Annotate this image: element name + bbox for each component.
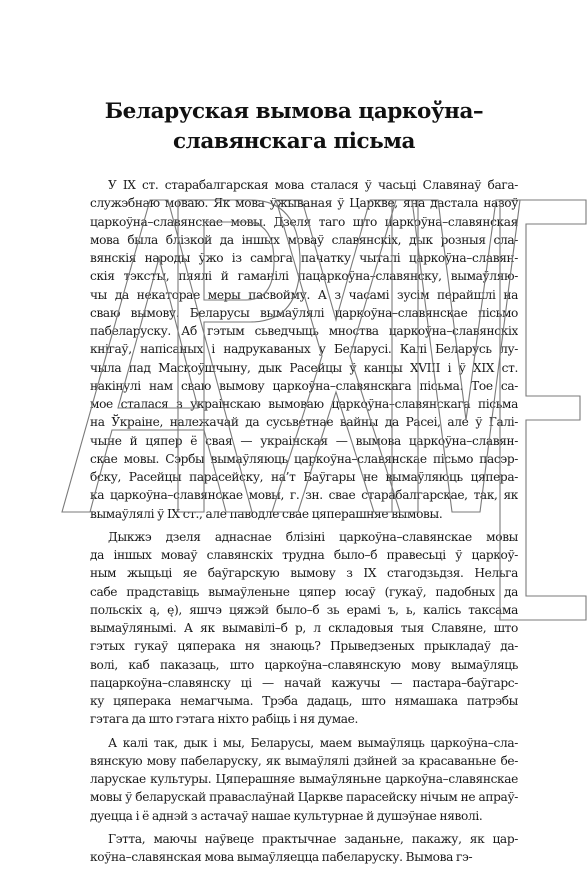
text-line: ным жыцьці яе баўгарскую вымову з IX стагодзьдзя. Нельга bbox=[90, 566, 518, 581]
text-line: да іншых моваў славянскіх трудна было–б правесьці ў царкоў- bbox=[90, 548, 518, 562]
text-line: мовы ў беларускай праваслаўнай Царкве парасейску нічым не апраў- bbox=[90, 790, 518, 805]
text-line: пабеларуску. Аб гэтым сьведчыць мноства царкоўна–славянскіх bbox=[90, 324, 518, 338]
text-line: вымаўлялі ў IX ст., але паводле свае цяперашняе вымовы. bbox=[90, 506, 443, 521]
text-line: сабе прадставіць вымаўленьне цяпер юсаў (гукаў, падобных да bbox=[90, 584, 518, 599]
text-line: коўна–славянская мова вымаўляецца пабеларуску. Вымова гэ- bbox=[90, 850, 473, 864]
text-line: вянскія народы ўжо із самога пачатку чыталі царкоўна–славян- bbox=[90, 251, 518, 265]
text-line: служэбнаю моваю. Як мова ўжываная ў Царкве, яна дастала назоў bbox=[90, 196, 518, 211]
text-line: вымаўлянымі. А як вымавілі–б р, л складовыя тыя Славяне, што bbox=[90, 621, 518, 635]
text-line: чыне й цяпер ё свая — украінская — вымова царкоўна–славян- bbox=[90, 433, 518, 448]
text-line: сваю вымову. Беларусы вымаўлялі царкоўна–славянскае пісьмо bbox=[90, 305, 518, 320]
paragraph bbox=[90, 528, 518, 729]
text-line: ку цяперака немагчыма. Трэба дадаць, што нямашака патрэбы bbox=[90, 694, 518, 708]
text-line: Гэтта, маючы наўвеце практычнае заданьне, пакажу, як цар- bbox=[108, 831, 518, 846]
text-line: на Ўкраіне, належачай да сусьветнае вайны да Расеі, але ў Галі- bbox=[90, 415, 518, 430]
text-line: Дыкжэ дзеля аднаснае блізіні царкоўна–славянскае мовы bbox=[108, 529, 518, 544]
text-line: чы да некаторае меры пасвойму. А з часамі зусім перайшлі на bbox=[90, 287, 518, 302]
text-line: А калі так, дык і мы, Беларусы, маем вымаўляць царкоўна–сла- bbox=[108, 735, 518, 750]
text-line: чыла пад Маскоўшчыну, дык Расейцы ў канцы XVIII і ў XIX ст. bbox=[90, 360, 518, 375]
text-line: польскіх ą, ę), яшчэ цяжэй было–б зь ерамі ъ, ь, калісь таксама bbox=[90, 602, 518, 617]
text-line: дуецца і ё аднэй з астачаў нашае культурнае й душэўнае няволі. bbox=[90, 808, 483, 823]
text-line: кнігаў, напісаных і надрукаваных у Беларусі. Калі Беларусь лу- bbox=[90, 342, 518, 357]
text-line: мое сталася з украінскаю вымоваю царкоўна–славянскага пісьма bbox=[90, 397, 518, 411]
title-line-2: славянскага пісьма bbox=[173, 129, 415, 154]
title-line-1: Беларуская вымова царкоўна– bbox=[104, 99, 484, 124]
body-text bbox=[90, 176, 518, 871]
text-line: ларускае культуры. Цяперашняе вымаўляньне царкоўна–славянскае bbox=[90, 772, 518, 786]
text-line: гэтых гукаў цяперака ня знаюць? Прыведзеных прыкладаў да- bbox=[90, 639, 518, 654]
text-line: мова была блізкой да іншых моваў славянскіх, дык розныя сла- bbox=[90, 232, 518, 247]
text-line: царкоўна–славянскае мовы. Дзеля таго што царкоўна–славянская bbox=[90, 214, 518, 229]
text-line: накінулі нам сваю вымову царкоўна–славянскага пісьма. Тое са- bbox=[90, 378, 518, 393]
paragraph bbox=[90, 176, 518, 523]
paragraph bbox=[90, 830, 518, 867]
text-line: скія тэксты, пяялі й гаманілі пацаркоўна–славянску, вымаўляю- bbox=[90, 269, 518, 284]
text-line: ка царкоўна–славянскае мовы, г. зн. свае старабалгарскае, так, як bbox=[90, 488, 518, 503]
text-line: скае мовы. Сэрбы вымаўляюць царкоўна–славянскае пісьмо пасэр- bbox=[90, 451, 518, 466]
paragraph bbox=[90, 734, 518, 825]
text-line: У IX ст. старабалгарская мова сталася ў часьці Славянаў бага- bbox=[108, 178, 518, 192]
text-line: гэтага да што гэтага ніхто рабіць і ня думае. bbox=[90, 712, 359, 727]
page-title bbox=[60, 97, 528, 157]
text-line: пацаркоўна–славянску ці — начай кажучы — пастара–баўгарс- bbox=[90, 675, 518, 690]
text-line: бску, Расейцы парасейску, на’т Баўгары не вымаўляюць цяпера- bbox=[90, 470, 518, 484]
text-line: волі, каб паказаць, што царкоўна–славянскую мову вымаўляць bbox=[90, 657, 518, 672]
text-line: вянскую мову пабеларуску, як вымаўлялі дзйней за красаваньне бе- bbox=[90, 753, 518, 768]
